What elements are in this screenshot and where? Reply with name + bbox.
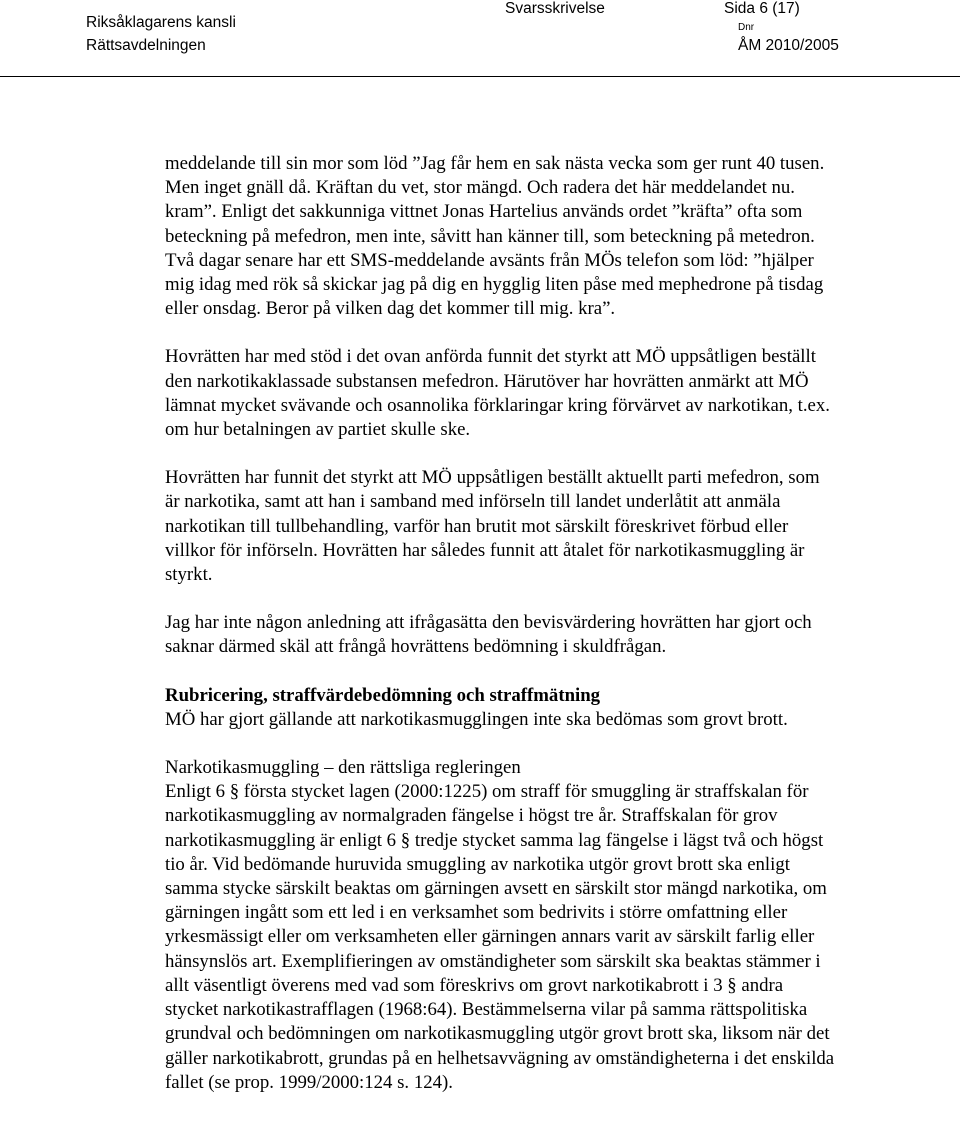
paragraph: MÖ har gjort gällande att narkotikasmugglingen inte ska bedömas som grovt brott. xyxy=(165,708,788,730)
paragraph: Jag har inte någon anledning att ifrågasätta den bevisvärdering hovrätten har gjort och saknar därmed skäl att frångå hovrättens bedömning i skuldfrågan. xyxy=(165,612,812,658)
header-department: Rättsavdelningen xyxy=(86,37,206,54)
paragraph: Enligt 6 § första stycket lagen (2000:1225) om straff för smuggling är straffskalan för narkotikasmuggling av normalgraden fängelse i högst tre år. Straffskalan för grov narkotikasmuggling är enligt 6 § tredje stycket samma lag fängelse i lägst två och högst tio år. Vid bedömande huruvida smuggling av narkotika utgör grovt brott ska enligt samma stycke särskilt beaktas om gärningen avsett en särskilt stor mängd narkotika, om gärningen ingått som ett led i en verksamhet som bedrivits i större omfattning eller yrkesmässigt eller om verksamheten eller gärningen annars varit av särskilt farlig eller hänsynslös art. Exemplifieringen av omständigheter som särskilt ska beaktas stämmer i allt väsentligt överens med vad som föreskrivs om grovt narkotikabrott i 3 § andra stycket narkotikastrafflagen (1968:64). Bestämmelserna vilar på samma rättspolitiska grundval och bedömningen om narkotikasmuggling utgör grovt brott ska, liksom när det gäller narkotikabrott, grundas på en helhetsavvägning av omständigheterna i det enskilda fallet (se prop. 1999/2000:124 s. 124). xyxy=(165,781,835,1093)
paragraph: Hovrätten har med stöd i det ovan anförda funnit det styrkt att MÖ uppsåtligen beställt den narkotikaklassade substansen mefedron. Härutöver har hovrätten anmärkt att MÖ lämnat mycket svävande och osannolika förklaringar kring förvärvet av narkotikan, t.ex. om hur betalningen av partiet skulle ske. xyxy=(165,346,830,441)
header-dnr: ÅM 2010/2005 xyxy=(738,37,839,54)
header-doc-type: Svarsskrivelse xyxy=(505,0,605,17)
paragraph: Hovrätten har funnit det styrkt att MÖ uppsåtligen beställt aktuellt parti mefedron, som är narkotika, samt att han i samband med införseln till landet underlåtit att anmäla narkotikan till tullbehandling, varför han brutit mot särskilt föreskrivet förbud eller villkor för införseln. Hovrätten har således funnit att åtalet för narkotikasmuggling är styrkt. xyxy=(165,467,820,586)
paragraph: meddelande till sin mor som löd ”Jag får hem en sak nästa vecka som ger runt 40 tusen. Men inget gnäll då. Kräftan du vet, stor mängd. Och radera det här meddelandet nu. kram”. Enligt det sakkunniga vittnet Jonas Hartelius används ordet ”kräfta” ofta som beteckning på mefedron, men inte, såvitt han känner till, som beteckning på metedron. Två dagar senare har ett SMS-meddelande avsänts från MÖs telefon som löd: ”hjälper mig idag med rök så skickar jag på dig en hygglig liten påse med mephedrone på tisdag eller onsdag. Beror på vilken dag det kommer till mig. kra”. xyxy=(165,153,825,320)
subsection-heading: Narkotikasmuggling – den rättsliga regleringen xyxy=(165,757,521,779)
section-heading: Rubricering, straffvärdebedömning och straffmätning xyxy=(165,684,601,706)
page-header xyxy=(0,0,960,80)
header-org: Riksåklagarens kansli xyxy=(86,14,236,31)
header-dnr-label: Dnr xyxy=(738,22,755,33)
header-divider xyxy=(0,76,960,77)
header-page-number: Sida 6 (17) xyxy=(724,0,800,17)
document-body xyxy=(165,152,837,1095)
